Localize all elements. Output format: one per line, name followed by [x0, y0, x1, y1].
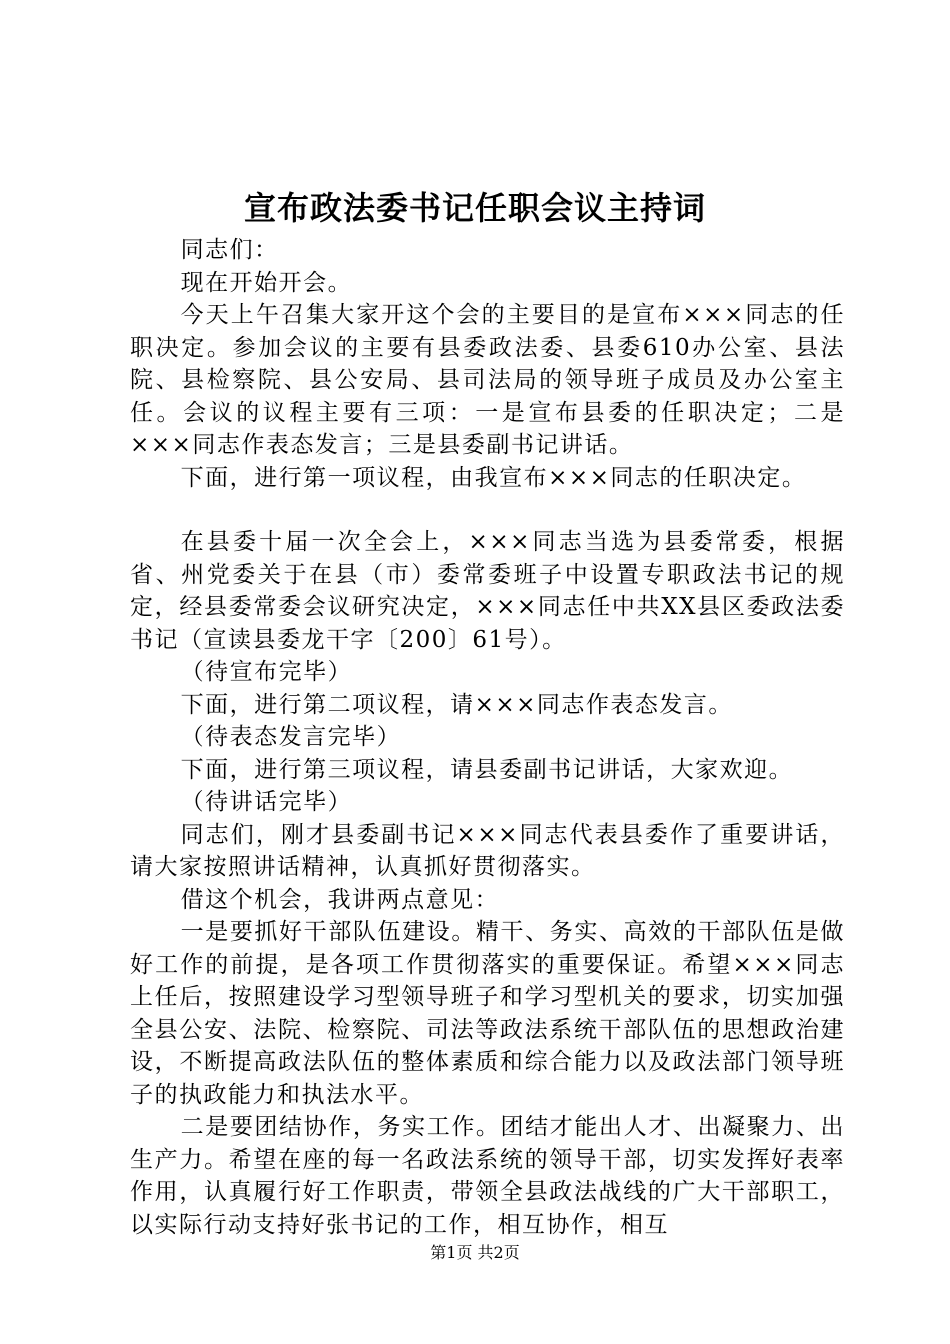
document-title: 宣布政法委书记任职会议主持词	[243, 189, 706, 227]
paragraph-purpose: 今天上午召集大家开这个会的主要目的是宣布×××同志的任职决定。参加会议的主要有县委政法委、县委610办公室、县法院、县检察院、县公安局、县司法局的领导班子成员及办公室主任。会议的议程主要有三项：一是宣布县委的任职决定；二是×××同志作表态发言；三是县委副书记讲话。	[130, 302, 845, 458]
paragraph-salutation: 同志们：	[180, 237, 279, 263]
paragraph-agenda-2: 下面，进行第二项议程，请×××同志作表态发言。	[180, 691, 733, 718]
page-footer: 第1页 共2页	[430, 1243, 520, 1262]
paragraph-note-2: （待表态发言完毕）	[180, 724, 402, 750]
paragraph-opening: 现在开始开会。	[180, 269, 353, 296]
paragraph-opinion-1: 一是要抓好干部队伍建设。精干、务实、高效的干部队伍是做好工作的前提，是各项工作贯彻落实的重要保证。希望×××同志上任后，按照建设学习型领导班子和学习型机关的要求，切实加强全县公安、法院、检察院、司法等政法系统干部队伍的思想政治建设，不断提高政法队伍的整体素质和综合能力以及政法部门领导班子的执政能力和执法水平。	[130, 919, 845, 1108]
paragraph-summary: 同志们，刚才县委副书记×××同志代表县委作了重要讲话，请大家按照讲话精神，认真抓好贯彻落实。	[130, 821, 845, 880]
paragraph-agenda-1: 下面，进行第一项议程，由我宣布×××同志的任职决定。	[180, 464, 807, 491]
paragraph-appointment: 在县委十届一次全会上，×××同志当选为县委常委，根据省、州党委关于在县（市）委常委班子中设置专职政法书记的规定，经县委常委会议研究决定，×××同志任中共XX县区委政法委书记（宣读县委龙干字〔200〕61号）。	[130, 529, 845, 653]
paragraph-note-3: （待讲话完毕）	[180, 789, 353, 815]
paragraph-opinion-2: 二是要团结协作，务实工作。团结才能出人才、出凝聚力、出生产力。希望在座的每一名政法系统的领导干部，切实发挥好表率作用，认真履行好工作职责，带领全县政法战线的广大干部职工，以实际行动支持好张书记的工作，相互协作，相互	[130, 1114, 845, 1238]
paragraph-agenda-3: 下面，进行第三项议程，请县委副书记讲话，大家欢迎。	[180, 756, 794, 783]
paragraph-note-1: （待宣布完毕）	[180, 659, 353, 685]
document-body	[130, 234, 845, 1241]
paragraph-opinions-intro: 借这个机会，我讲两点意见：	[180, 886, 500, 913]
